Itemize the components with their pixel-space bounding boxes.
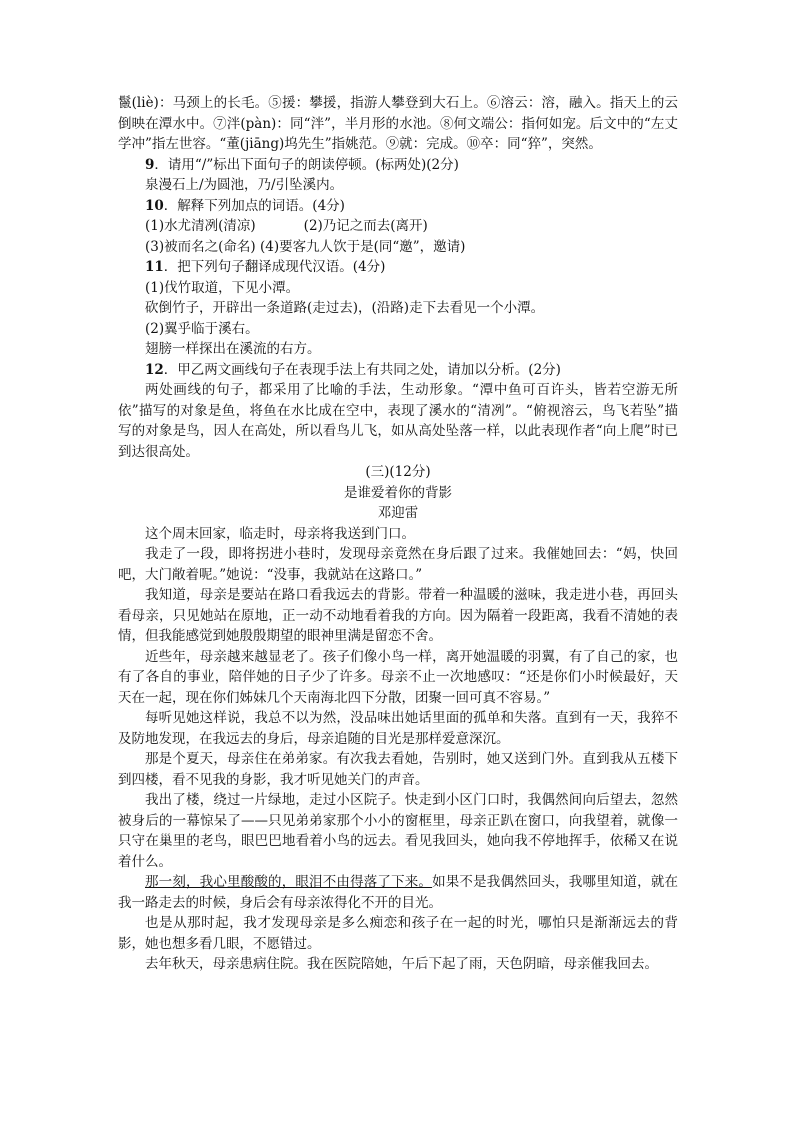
story-paragraph-3: 我知道，母亲是要站在路口看我远去的背影。带着一种温暖的滋味，我走进小巷，再回头看母亲，只见她站在原地，正一动不动地看着我的方向。因为隔着一段距离，我看不清她的表情，但我能感觉到她殷殷期望的眼神里满是留恋不舍。 [118, 587, 678, 644]
question-12-text: ．甲乙两文画线句子在表现手法上有共同之处，请加以分析。(2分) [163, 361, 561, 378]
question-10 [118, 196, 678, 217]
story-paragraph-5: 每听见她这样说，我总不以为然，没品味出她话里面的孤单和失落。直到有一天，我猝不及防地发现，在我远去的身后，母亲追随的目光是那样爱意深沉。 [118, 710, 678, 747]
question-11-text: ．把下列句子翻译成现代汉语。(4分) [163, 259, 386, 275]
underlined-sentence: 那一刻，我心里酸酸的，眼泪不由得落了下来。 [145, 874, 433, 890]
question-9-answer: 泉漫石上/为圆池，乃/引坠溪内。 [145, 177, 344, 193]
question-12-answer: 两处画线的句子，都采用了比喻的手法，生动形象。“潭中鱼可百许头，皆若空游无所依”描写的对象是鱼，将鱼在水比成在空中，表现了溪水的“清冽”。“俯视溶云，鸟飞若坠”描写的对象是鸟，因人在高处，所以看鸟儿飞，如从高处坠落一样，以此表现作者“向上爬”时已到达很高处。 [118, 382, 678, 460]
story-paragraph-8-rest: 如果不是我偶然回头，我哪里知道，就在我一路走去的时候，身后会有母亲浓得化不开的目光。 [118, 874, 679, 911]
story-paragraph-4: 近些年，母亲越来越显老了。孩子们像小鸟一样，离开她温暖的羽翼，有了自己的家，也有了各自的事业，陪伴她的日子少了许多。母亲不止一次地感叹：“还是你们小时候最好，天天在一起，现在你们姊妹几个天南海北四下分散，团聚一回可真不容易。” [118, 648, 678, 706]
question-10-item-2: (2)乃记之而去(离开) [303, 218, 428, 234]
story-paragraph-2: 我走了一段，即将拐进小巷时，发现母亲竟然在身后跟了过来。我催她回去：“妈，快回吧，大门敞着呢。”她说：“没事，我就站在这路口。” [118, 546, 678, 583]
question-10-item-3: (3)被而名之(命名) [145, 238, 256, 255]
question-10-answer-row-2 [118, 237, 678, 258]
story-paragraph-6: 那是个夏天，母亲住在弟弟家。有次我去看她，告别时，她又送到门外。直到我从五楼下到四楼，看不见我的身影，我才听见她关门的声音。 [118, 751, 678, 788]
section-heading: (三)(12分) [365, 464, 431, 480]
article-title: 是谁爱着你的背影 [344, 484, 452, 501]
question-12 [118, 360, 678, 381]
annotations-tail: 鬣(liè)：马颈上的长毛。⑤援：攀援，指游人攀登到大石上。⑥溶云：溶，融入。指天上的云倒映在潭水中。⑦泮(pàn)：同“泮”，半月形的水池。⑧何文端公：指何如宠。后文中的“左丈学冲”指左世容。“董(jiāng)坞先生”指姚范。⑨就：完成。⑩卒：同“猝”，突然。 [118, 95, 678, 152]
question-12-number: 12 [145, 361, 164, 378]
story-paragraph-1: 这个周末回家，临走时，母亲将我送到门口。 [145, 525, 415, 542]
question-11-answer-2: 翅膀一样探出在溪流的右方。 [145, 341, 321, 357]
question-11-answer-1: 砍倒竹子，开辟出一条道路(走过去)，(沿路)走下去看见一个小潭。 [145, 300, 545, 316]
question-11-number: 11 [145, 259, 164, 275]
story-paragraph-10: 去年秋天，母亲患病住院。我在医院陪她，午后下起了雨，天色阴暗，母亲催我回去。 [145, 956, 658, 972]
question-11 [118, 257, 678, 278]
document-content [118, 93, 678, 975]
question-9 [118, 155, 678, 176]
story-paragraph-9: 也是从那时起，我才发现母亲是多么痴恋和孩子在一起的时光，哪怕只是渐渐远去的背影，她也想多看几眼，不愿错过。 [118, 915, 678, 952]
question-10-text: ．解释下列加点的词语。(4分) [163, 197, 345, 214]
question-11-sentence-1: (1)伐竹取道，下见小潭。 [145, 279, 300, 296]
article-author: 邓迎雷 [377, 505, 419, 521]
question-10-item-1: (1)水尤清冽(清凉) [145, 218, 256, 234]
story-paragraph-8 [118, 872, 678, 913]
story-paragraph-7: 我出了楼，绕过一片绿地，走过小区院子。快走到小区门口时，我偶然间向后望去，忽然被身后的一幕惊呆了——只见弟弟家那个小小的窗框里，母亲正趴在窗口，向我望着，就像一只守在巢里的老鸟，眼巴巴地看着小鸟的远去。看见我回头，她向我不停地挥手，依稀又在说着什么。 [118, 792, 678, 870]
question-10-item-4: (4)要客九人饮于是(同“邀”，邀请) [259, 238, 466, 255]
question-9-number: 9 [145, 156, 155, 173]
question-10-answer-row-1 [118, 216, 678, 237]
question-11-sentence-2: (2)翼乎临于溪右。 [145, 320, 259, 337]
question-9-text: ．请用“/”标出下面句子的朗读停顿。(标两处)(2分) [154, 156, 459, 173]
question-10-number: 10 [145, 197, 164, 214]
